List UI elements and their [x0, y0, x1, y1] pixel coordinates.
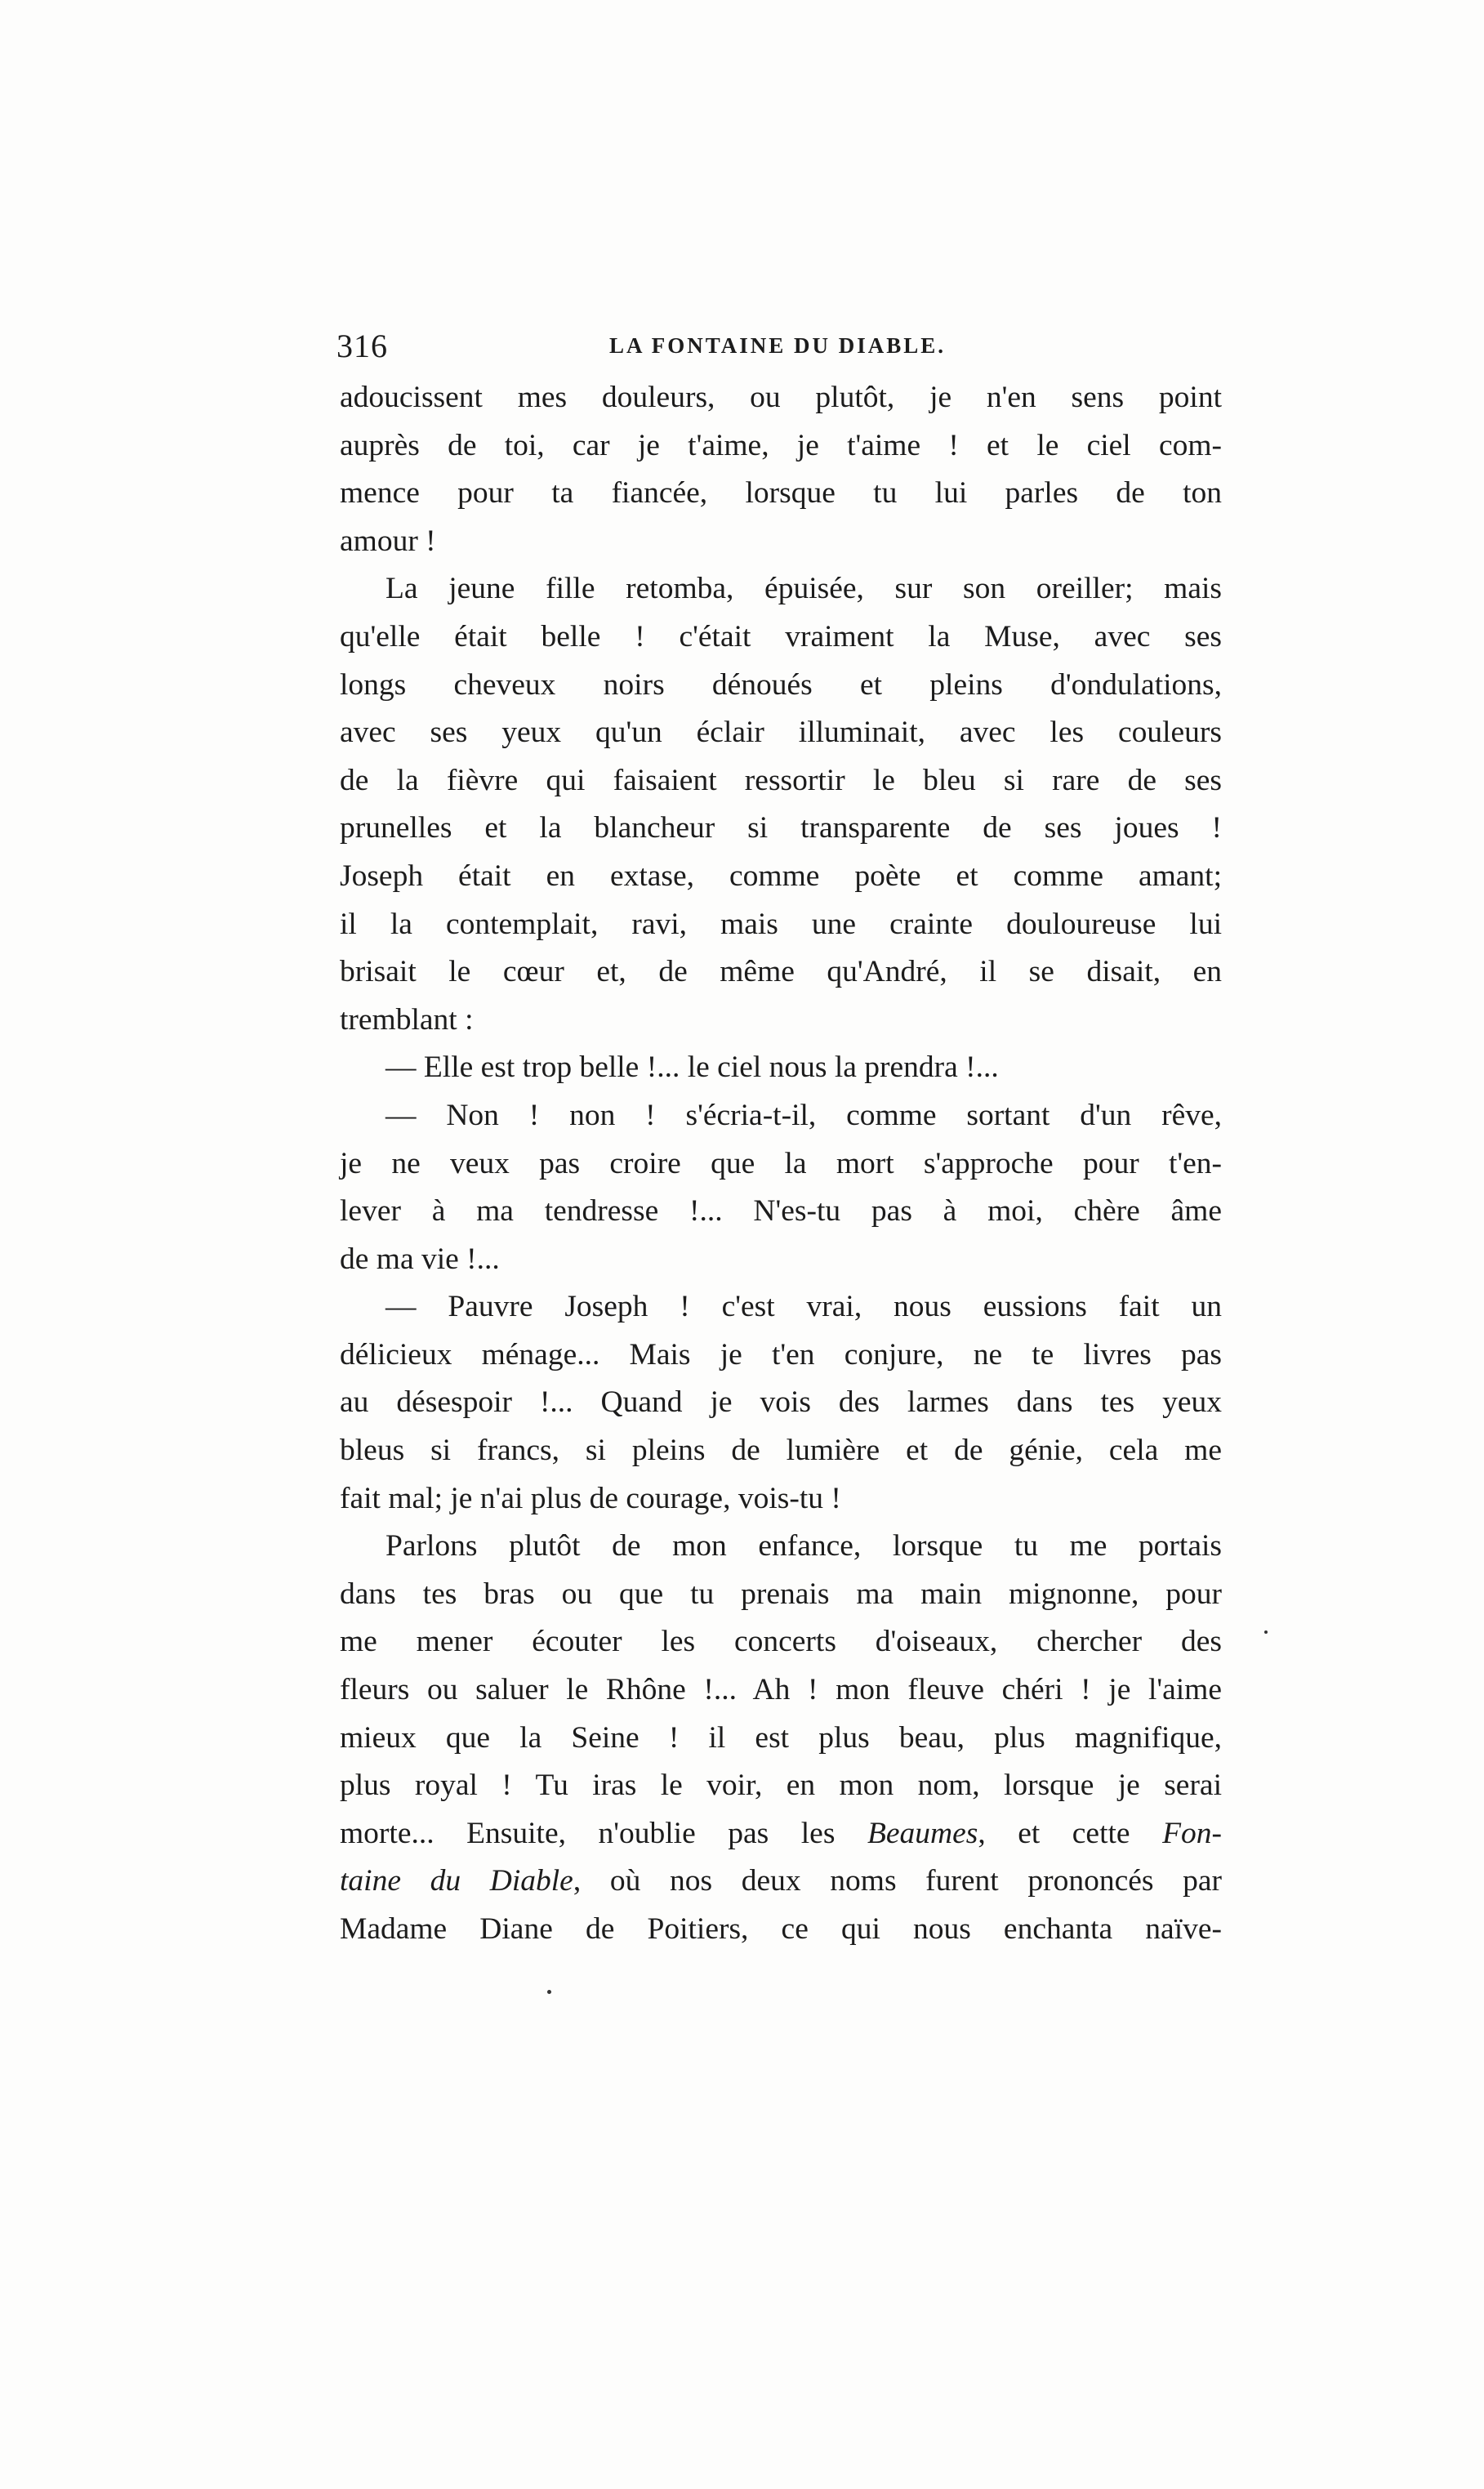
text-segment: , et cette [978, 1816, 1163, 1850]
page-number: 316 [336, 328, 388, 364]
text-segment: , où nos deux noms furent prononcés par [573, 1864, 1223, 1898]
text-line: au désespoir !... Quand je vois des larmes dans tes yeux [340, 1385, 1222, 1420]
text-line: longs cheveux noirs dénoués et pleins d'ondulations, [340, 667, 1222, 702]
text-line: il la contemplait, ravi, mais une crainte douloureuse lui [340, 907, 1222, 941]
italic-text: Fon- [1162, 1816, 1222, 1850]
text-line: tremblant : [340, 1002, 474, 1037]
text-line: Madame Diane de Poitiers, ce qui nous enchanta naïve- [340, 1912, 1222, 1946]
text-line: bleus si francs, si pleins de lumière et de génie, cela me [340, 1434, 1222, 1468]
text-line: — Non ! non ! s'écria-t-il, comme sortant d'un rêve, [385, 1098, 1222, 1132]
text-line: Parlons plutôt de mon enfance, lorsque tu me portais [385, 1529, 1222, 1563]
text-line: — Pauvre Joseph ! c'est vrai, nous eussions fait un [385, 1290, 1222, 1324]
text-line: dans tes bras ou que tu prenais ma main mignonne, pour [340, 1577, 1222, 1611]
text-line: fleurs ou saluer le Rhône !... Ah ! mon fleuve chéri ! je l'aime [340, 1673, 1222, 1707]
text-line: avec ses yeux qu'un éclair illuminait, avec les couleurs [340, 716, 1222, 750]
text-line: mieux que la Seine ! il est plus beau, plus magnifique, [340, 1720, 1222, 1755]
text-line: — Elle est trop belle !... le ciel nous la prendra !... [385, 1050, 999, 1085]
text-line: auprès de toi, car je t'aime, je t'aime ! et le ciel com- [340, 428, 1222, 462]
text-line: de la fièvre qui faisaient ressortir le bleu si rare de ses [340, 763, 1222, 797]
text-line: La jeune fille retomba, épuisée, sur son oreiller; mais [385, 572, 1222, 606]
text-line: Joseph était en extase, comme poète et comme amant; [340, 859, 1222, 893]
italic-text: Beaumes [867, 1816, 978, 1850]
text-line: adoucissent mes douleurs, ou plutôt, je n'en sens point [340, 381, 1222, 414]
text-line: de ma vie !... [340, 1242, 500, 1276]
text-line-mixed [340, 1810, 1222, 1858]
text-segment: morte... Ensuite, n'oublie pas les [340, 1816, 867, 1850]
ink-speck [547, 1990, 551, 1994]
text-line-mixed [340, 1858, 1222, 1906]
page-header [336, 327, 1219, 368]
text-line: brisait le cœur et, de même qu'André, il se disait, en [340, 955, 1222, 989]
text-line: mence pour ta fiancée, lorsque tu lui parles de ton [340, 476, 1222, 511]
text-line: me mener écouter les concerts d'oiseaux, chercher des [340, 1625, 1222, 1659]
text-line: lever à ma tendresse !... N'es-tu pas à moi, chère âme [340, 1194, 1222, 1229]
text-line: qu'elle était belle ! c'était vraiment la Muse, avec ses [340, 619, 1222, 653]
text-line: plus royal ! Tu iras le voir, en mon nom, lorsque je serai [340, 1769, 1222, 1803]
text-line: je ne veux pas croire que la mort s'approche pour t'en- [340, 1146, 1222, 1180]
ink-speck [1264, 1630, 1268, 1634]
text-line: amour ! [340, 524, 436, 558]
italic-text: taine du Diable [340, 1864, 573, 1898]
text-line: prunelles et la blancheur si transparente de ses joues ! [340, 811, 1222, 845]
body-text [340, 374, 1222, 1954]
text-line: délicieux ménage... Mais je t'en conjure, ne te livres pas [340, 1337, 1222, 1372]
running-title: LA FONTAINE DU DIABLE. [608, 333, 947, 358]
text-line: fait mal; je n'ai plus de courage, vois-tu ! [340, 1481, 841, 1515]
